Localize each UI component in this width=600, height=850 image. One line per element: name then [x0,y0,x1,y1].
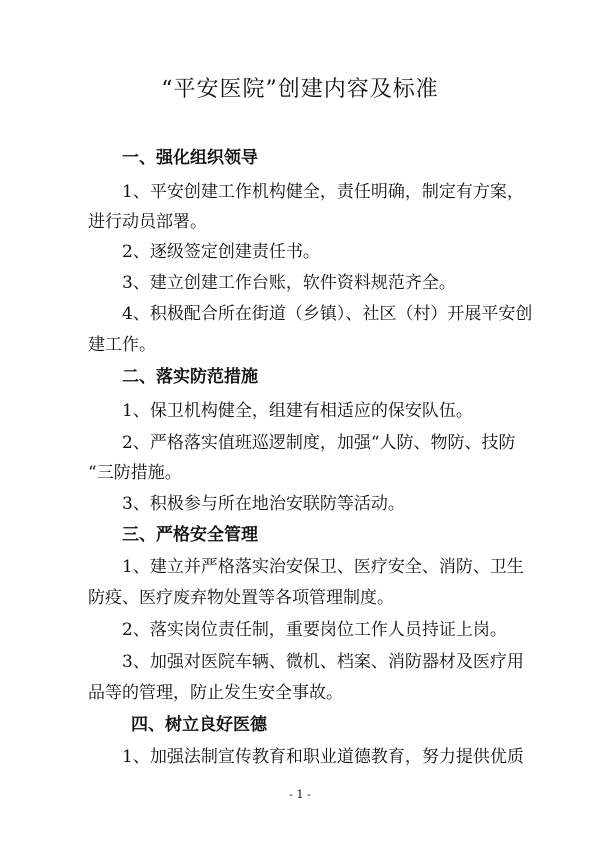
paragraph-line: 1、建立并严格落实治安保卫、医疗安全、消防、卫生 [122,557,524,577]
section-heading: 三、严格安全管理 [122,525,258,545]
paragraph-line: 进行动员部署。 [88,212,207,232]
paragraph-line: 3、积极参与所在地治安联防等活动。 [122,494,405,514]
paragraph-line: 2、落实岗位责任制，重要岗位工作人员持证上岗。 [122,620,507,640]
paragraph-line: 3、加强对医院车辆、微机、档案、消防器材及医疗用 [122,652,524,672]
paragraph-line: 1、加强法制宣传教育和职业道德教育，努力提供优质 [122,747,524,767]
paragraph-line: “三防措施。 [88,463,182,483]
page-number: - 1 - [289,788,311,801]
document-title: “平安医院”创建内容及标准 [161,77,439,102]
paragraph-line: 1、保卫机构健全，组建有相适应的保安队伍。 [122,401,473,421]
paragraph-line: 1、平安创建工作机构健全，责任明确，制定有方案， [122,182,524,202]
section-heading: 四、树立良好医德 [131,715,267,735]
paragraph-line: 4、积极配合所在街道（乡镇）、社区（村）开展平安创 [122,304,533,324]
paragraph-line: 防疫、医疗废弃物处置等各项管理制度。 [88,588,394,608]
paragraph-line: 2、严格落实值班巡逻制度，加强“人防、物防、技防 [122,433,516,453]
paragraph-line: 建工作。 [88,335,156,355]
paragraph-line: 品等的管理，防止发生安全事故。 [88,683,343,703]
paragraph-line: 3、建立创建工作台账，软件资料规范齐全。 [122,273,456,293]
section-heading: 一、强化组织领导 [122,148,258,168]
paragraph-line: 2、逐级签定创建责任书。 [122,242,320,262]
section-heading: 二、落实防范措施 [122,367,258,387]
